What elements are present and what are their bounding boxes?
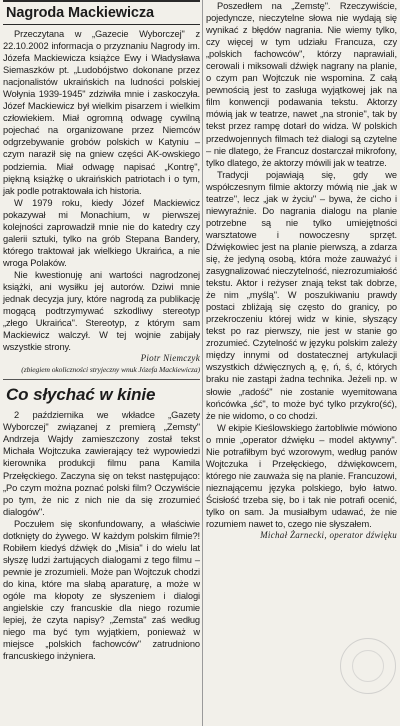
article1-signature: Piotr Niemczyk xyxy=(140,353,200,364)
article1-title: Nagroda Mackiewicza xyxy=(3,0,200,25)
left-column xyxy=(3,0,200,662)
article1-signature-note: (zbiegiem okoliczności stryjeczny wnuk Józefa Mackiewicza) xyxy=(21,365,200,375)
article2-paragraph: W ekipie Kieślowskiego żartobliwie mówiono o mnie „operator dźwięku – model aktywny". Nie potrafiłbym być wzorowym, według panów Wojtczuka i Przełęckiego, dźwiękowcem, którego nie zauważa się na planie. Francuzowi, nieznającemu języka polskiego, było łatwo. Ścisłość trzeba się, bo i tak nie potrafi ocenić, tylko on sam. Ja musiałbym udawać, że nie rozumiem nawet to, czego nie słyszałem. xyxy=(206,422,397,530)
article2-paragraph: 2 października we wkładce „Gazety Wyborczej" związanej z premierą „Zemsty" Andrzeja Wajdy zamieszczony został tekst Michała Wojtczuka zawierający też wypowiedzi kierownika produkcji filmu pana Kamila Przełęckiego. Zaczyna się on tekst następująco: „Po czym można poznać polski film? Oczywiście po tym, że nic z nich nie da się zrozumieć dialogów". xyxy=(3,410,200,517)
article1-paragraph: Przeczytana w „Gazecie Wyborczej" z 22.10.2002 informacja o przyznaniu Nagrody im. Józefa Mackiewicza książce Ewy i Władysława Siemaszków pt. „Ludobójstwo dokonane przez nacjonalistów ukraińskich na ludności polskiej Wołynia 1939-1945" zdziwiła mnie i zaskoczyła. Józef Mackiewicz był wielkim pisarzem i wielkim człowiekiem. Miał ogromną odwagę cywilną pojechać na organizowane przez Niemców odgrzebywanie grobów polskich w Katyniu – czym naraził się na gniew części AK-owskiego podziemia. Miał odwagę napisać „Kontrę", piękną książkę o ukraińskich patriotach i o tym, jak podle potraktowała ich historia. xyxy=(3,29,200,196)
right-column xyxy=(206,0,397,541)
article2-paragraph: Poszedłem na „Zemstę". Rzeczywiście, pojedyncze, nieczytelne słowa nie wydają się wynikać z błędów nagrania. Nie wiemy tylko, czy więcej w tym udziału Francuza, czy „polskich fachowców", którzy naprawiali, cerowali i miksowali dźwięk nagrany na planie, o czym pan Wojtczuk nie wspomina. Z całą pewnością jest to zasługa wyjątkowej jak na film konwencji podawania tekstu. Aktorzy mówią jak w teatrze, nawet „na stronie", tak by tekst przez rampę dotarł do widza. W polskich przedwojennych filmach też dialogi są czytelne – nie dlatego, że Francuz dostarczał mikrofony, tylko dlatego, że aktorzy mówili jak w teatrze. xyxy=(206,1,397,168)
article2-title: Co słychać w kinie xyxy=(6,385,156,405)
article2-signature: Michał Żarnecki, operator dźwięku xyxy=(260,530,397,541)
article2-paragraph: Tradycji pojawiają się, gdy we współczesnym filmie aktorzy mówią nie „jak w teatrze", lecz „jak w życiu" – bywa, że cicho i niewyraźnie. Do nagrania dialogu na planie potrzebne są nie tylko umiejętności warsztatowe i nowoczesny sprzęt. Dźwiękowiec jest na planie pierwszą, a zdarza się, że jedyną osobą, która może zauważyć i zasygnalizować nieczytelność, niezrozumiałość tekstu. Aktor i reżyser znają tekst tak dobrze, że nim „myślą". W poszukiwaniu prawdy postaci zbliżają się często do granicy, po przekroczeniu której widz w kinie, słyszący tekst po raz pierwszy, nie jest w stanie go zrozumieć. Czytelność w języku polskim zależy między innymi od dostatecznej artykulacji wszystkich dźwięcznych ą, ę, ń, ś, ć, których braku nie zastąpi żadna technika. Jeżeli np. w słowie „radość" nie zostanie wyemitowana końcówka „ść", to może być tylko przykro(ść), że nie widomo, o co chodzi. xyxy=(206,169,397,421)
column-divider xyxy=(202,0,203,726)
article1-paragraph: W 1979 roku, kiedy Józef Mackiewicz pokazywał mi Monachium, w pierwszej kolejności zaprowadził mnie nie do katedry czy galerii sztuki, tylko na grób Stepana Bandery, którego traktował jak wielkiego Ukraińca, a nie wroga Polaków. xyxy=(3,197,200,268)
article2-paragraph: Poczułem się skonfundowany, a właściwie dotknięty do żywego. W każdym polskim filmie?! Robiłem kiedyś dźwięk do „Misia" i do wielu lat słyszę ludzi żartujących dialogami z tego filmu – pewnie je zrozumieli. Może pan Wojtczuk chodzi do kina, które ma słabą aparaturę, a może w ogóle ma kłopoty ze słyszeniem i dialogi angielskie czy francuskie dla niego rozumie lepiej, że czyta napisy? „Zemsta" zaś według niego ma być tym wyjątkiem, ponieważ w miejsce „polskich fachowców" zatrudniono francuskiego inżyniera. xyxy=(3,518,200,662)
article1-paragraph: Nie kwestionuję ani wartości nagrodzonej książki, ani wysiłku jej autorów. Dziwi mnie jednak decyzja jury, które nagrodą za publikację mogącą podtrzymywać szkodliwy stereotyp „złego Ukraińca". Stereotyp, z którym sam Mackiewicz walczył. W tej wojnie zabijały wszystkie strony. xyxy=(3,269,200,353)
library-stamp-inner xyxy=(352,650,384,682)
article-separator xyxy=(3,379,200,380)
